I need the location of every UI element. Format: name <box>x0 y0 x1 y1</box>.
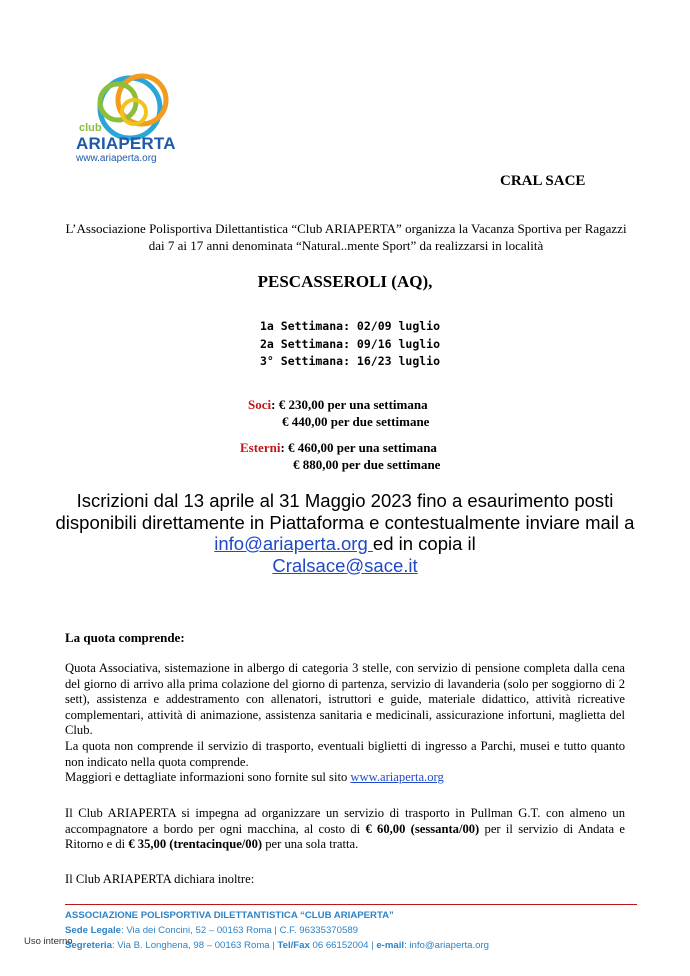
week-item: 3° Settimana: 16/23 luglio <box>260 354 441 368</box>
tel-label: Tel/Fax <box>277 940 310 951</box>
footer-org: ASSOCIAZIONE POLISPORTIVA DILETTANTISTICA “CLUB ARIAPERTA” <box>65 910 394 921</box>
quota-heading: La quota comprende: <box>65 630 185 645</box>
esterni-one-week-price: : € 460,00 per una settimana <box>280 440 437 455</box>
quota-body <box>65 661 625 786</box>
classification-label: Uso interno <box>24 936 73 947</box>
logo-url-text: www.ariaperta.org <box>76 153 157 164</box>
quota-includes: Quota Associativa, sistemazione in albergo di categoria 3 stelle, con servizio di pensione completa dalla cena del giorno di arrivo alla prima colazione del giorno di partenza, servizio di lavanderia (solo per soggiorno di 2 sett), assistenza e addestramento con allenatori, istruttori e guide, materiale didattico, attività ricreative complementari, attività di animazione, assistenza sanitaria e medicinali, assicurazione infortuni, maglietta del Club. <box>65 661 625 738</box>
sede-value: : Via dei Concini, 52 – 00163 Roma | C.F. 96335370589 <box>121 925 358 936</box>
footer-sede <box>65 925 358 936</box>
quota-info <box>65 770 625 786</box>
transport-text: Il Club ARIAPERTA si impegna ad organizzare un servizio di trasporto in Pullman G.T. con almeno un accompagnatore a bordo per ogni macchina, al costo di <box>65 806 625 836</box>
transport-text: per una sola tratta. <box>262 837 359 852</box>
location-title: PESCASSEROLI (AQ), <box>257 272 433 291</box>
transport-price-oneway: € 35,00 (trentacinque/00) <box>128 837 263 852</box>
intro-paragraph: L’Associazione Polisportiva Dilettantistica “Club ARIAPERTA” organizza la Vacanza Sportiva per Ragazzi dai 7 ai 17 anni denominata “Natural..mente Sport” da realizzarsi in località <box>65 221 627 253</box>
week-item: 1a Settimana: 02/09 luglio <box>260 319 441 333</box>
soci-two-weeks-price: € 440,00 per due settimane <box>282 414 430 429</box>
email-label: e-mail <box>376 940 405 951</box>
segreteria-label: Segreteria <box>65 940 112 951</box>
logo-name-text: ARIAPERTA <box>76 134 176 153</box>
info-text: Maggiori e dettagliate informazioni sono fornite sul sito <box>65 770 351 785</box>
registration-notice <box>40 490 650 576</box>
price-esterni-one <box>240 439 437 456</box>
quota-excludes: La quota non comprende il servizio di trasporto, eventuali biglietti di ingresso a Parchi, musei e tutto quanto non indicato nella quota comprende. <box>65 738 625 769</box>
esterni-label: Esterni <box>240 440 281 455</box>
segreteria-value: : Via B. Longhena, 98 – 00163 Roma | <box>111 940 278 951</box>
registration-text: Iscrizioni dal 13 aprile al 31 Maggio 2023 fino a esaurimento posti disponibili direttamente in Piattaforma e contestualmente inviare mail a <box>55 490 635 533</box>
tel-value: 06 66152004 | <box>309 940 377 951</box>
email-link-cralsace[interactable]: Cralsace@sace.it <box>272 554 418 576</box>
esterni-two-weeks-price: € 880,00 per due settimane <box>293 457 441 472</box>
footer-segreteria <box>65 940 489 951</box>
transport-paragraph <box>65 806 625 853</box>
transport-text: per il servizio di Andata e Ritorno e di <box>65 821 625 852</box>
email-link-ariaperta[interactable]: info@ariaperta.org <box>214 533 373 554</box>
soci-one-week-price: : € 230,00 per una settimana <box>271 397 428 412</box>
declares-line: Il Club ARIAPERTA dichiara inoltre: <box>65 872 255 886</box>
price-soci-one <box>248 396 428 413</box>
footer-divider <box>65 904 637 905</box>
week-item: 2a Settimana: 09/16 luglio <box>260 336 441 351</box>
website-link[interactable]: www.ariaperta.org <box>350 770 444 785</box>
soci-label: Soci <box>248 397 272 412</box>
recipient-heading: CRAL SACE <box>500 173 586 189</box>
logo-club-text: club <box>79 122 102 134</box>
weeks-list <box>260 318 440 371</box>
registration-text-copy: ed in copia il <box>372 533 476 554</box>
sede-label: Sede Legale <box>65 925 121 936</box>
email-value: : info@ariaperta.org <box>404 940 490 951</box>
transport-price-roundtrip: € 60,00 (sessanta/00) <box>365 821 480 836</box>
